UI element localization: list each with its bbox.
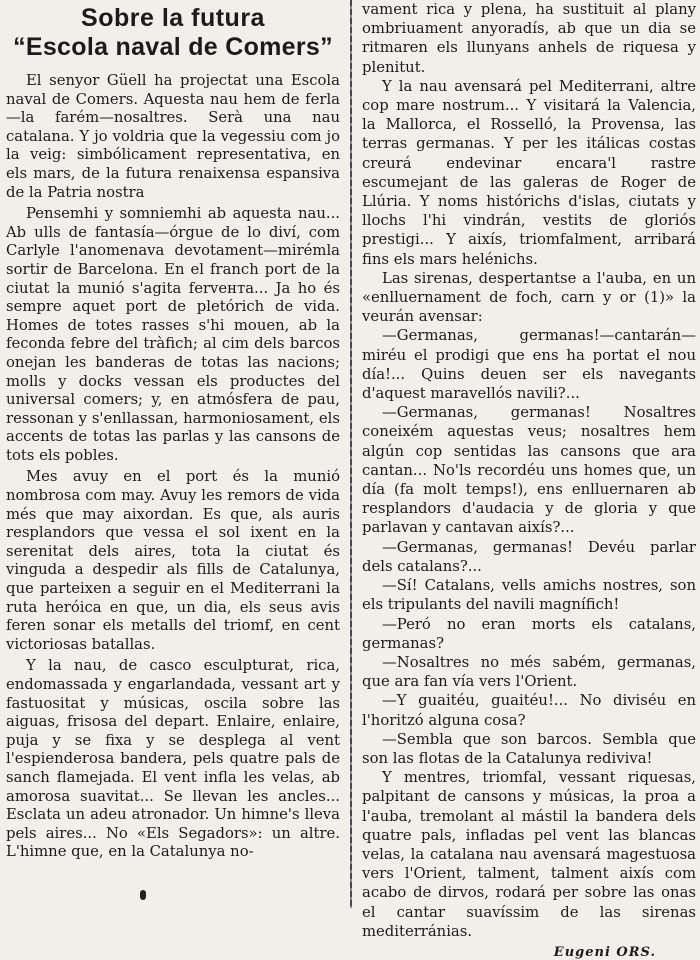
article-kicker: Sobre la futura	[81, 4, 265, 32]
right-paragraph-9: —Nosaltres no més sabém, germanas, que ara fan vía vers l'Orient.	[362, 653, 696, 691]
ink-blot	[140, 890, 146, 900]
author-signature	[362, 945, 696, 960]
left-paragraph-3: Mes avuy en el port és la munió nombrosa com may. Avuy les remors de vida més que may aixordan. Es que, als auris resplandors que vessa el sol ixent en la serenitat dels aires, tota la ciutat és vinguda a despedir als fills de Catalunya, que parteixen a seguir en el Mediterrani la ruta heróica en que, un dia, els seus avis feren sonar els metalls del triomf, en cent victoriosas batallas.	[6, 468, 340, 653]
right-paragraph-8: —Peró no eran morts els catalans, germanas?	[362, 615, 696, 652]
right-paragraph-10: —Y guaitéu, guaitéu!... No diviséu en l'horitzó alguna cosa?	[362, 692, 696, 729]
right-paragraph-4: —Germanas, germanas!—cantarán—miréu el prodigi que ens ha portat el nou día!... Quins deuen ser els navegants d'aquest maravellós navili?...	[362, 327, 696, 403]
right-column	[362, 0, 696, 960]
right-paragraph-6: —Germanas, germanas! Devéu parlar dels catalans?...	[362, 538, 696, 575]
right-paragraph-11: —Sembla que son barcos. Sembla que son las flotas de la Catalunya rediviva!	[362, 730, 696, 767]
left-column	[6, 0, 340, 862]
right-paragraph-5: —Germanas, germanas! Nosaltres coneixém aquestas veus; nosaltres hem algún cop sentidas las cansons que ara cantan... No'ls recordéu uns homes que, un día (fa molt temps!), ens enlluernaren ab resplandors d'audacia y de gloria y que parlavan y cantavan aixís?...	[362, 404, 696, 537]
right-paragraph-7: —Sí! Catalans, vells amichs nostres, son els tripulants del navili magnífich!	[362, 577, 696, 614]
author-signature-text: Eugeni ORS.	[553, 944, 656, 960]
right-paragraph-3: Las sirenas, despertantse a l'auba, en un «enlluernament de foch, carn y or (1)» la veurán avensar:	[362, 269, 696, 326]
right-paragraph-1: vament rica y plena, ha sustituit al plany ombriuament anyoradís, ab que un dia se ritmaren els llunyans anhels de riquesa y plenitut.	[362, 1, 696, 76]
right-paragraph-2: Y la nau avensará pel Mediterrani, altre cop mare nostrum... Y visitará la Valencia, la Mallorca, el Rosselló, la Provensa, las terras germanas. Y per les itálicas costas creurá endevinar encara'l rastre escumejant de las galeras de Roger de Llúria. Y noms histórichs d'islas, ciutats y llochs l'hi vindrán, vestits de gloriós prestigi... Y aixís, triomfalment, arribará fins els mars helénichs.	[362, 77, 696, 268]
right-paragraph-12: Y mentres, triomfal, vessant riquesas, palpitant de cansons y músicas, la proa a l'auba, tremolant al mástil la bandera dels quatre pals, infladas pel vent las blancas velas, la catalana nau avensará magestuosa vers l'Orient, talment, talment aixís com acabo de dirvos, rodará per sobre las onas el cantar suavíssim de las sirenas mediterránias.	[362, 769, 696, 940]
left-paragraph-1: El senyor Güell ha projectat una Escola naval de Comers. Aquesta nau hem de ferla—la farém—nosaltres. Serà una nau catalana. Y jo voldria que la vegessiu com jo la veig: simbólicament representativa, en els mars, de la futura renaixensa espansiva de la Patria nostra	[6, 72, 340, 201]
left-paragraph-4: Y la nau, de casco esculpturat, rica, endomassada y engarlandada, vessant art y fastuositat y músicas, oscila sobre las aiguas, frisosa del depart. Enlaire, enlaire, puja y se fixa y se desplega al vent l'espienderosa bandera, pels quatre pals de sanch flamejada. El vent infla les velas, ab amorosa suavitat... Se llevan les ancles... Esclata un adeu atronador. Un himne's lleva pels aires... No «Els Segadors»: un altre. L'himne que, en la Catalunya no-	[6, 657, 340, 861]
left-paragraph-2: Pensemhi y somniemhi ab aquesta nau... Ab ulls de fantasía—órgue de lo diví, com Carlyle l'anomenava devotament—mirémla sortir de Barcelona. En el franch port de la ciutat la munió s'agita fervента... Ja ho és sempre aquet port de pletórich de vida. Homes de totes rasses s'hi mouen, ab la feconda febre del tràfich; al cim dels barcos onejan les banderas de totas las nacions; molls y docks vessan els productes del universal comers; y, en atmósfera de pau, ressonan y s'enllassan, harmoniosament, els accents de totas las parlas y las cansons de tots els pobles.	[6, 205, 340, 464]
column-divider	[350, 0, 352, 908]
article-title: “Escola naval de Comers”	[13, 33, 333, 61]
